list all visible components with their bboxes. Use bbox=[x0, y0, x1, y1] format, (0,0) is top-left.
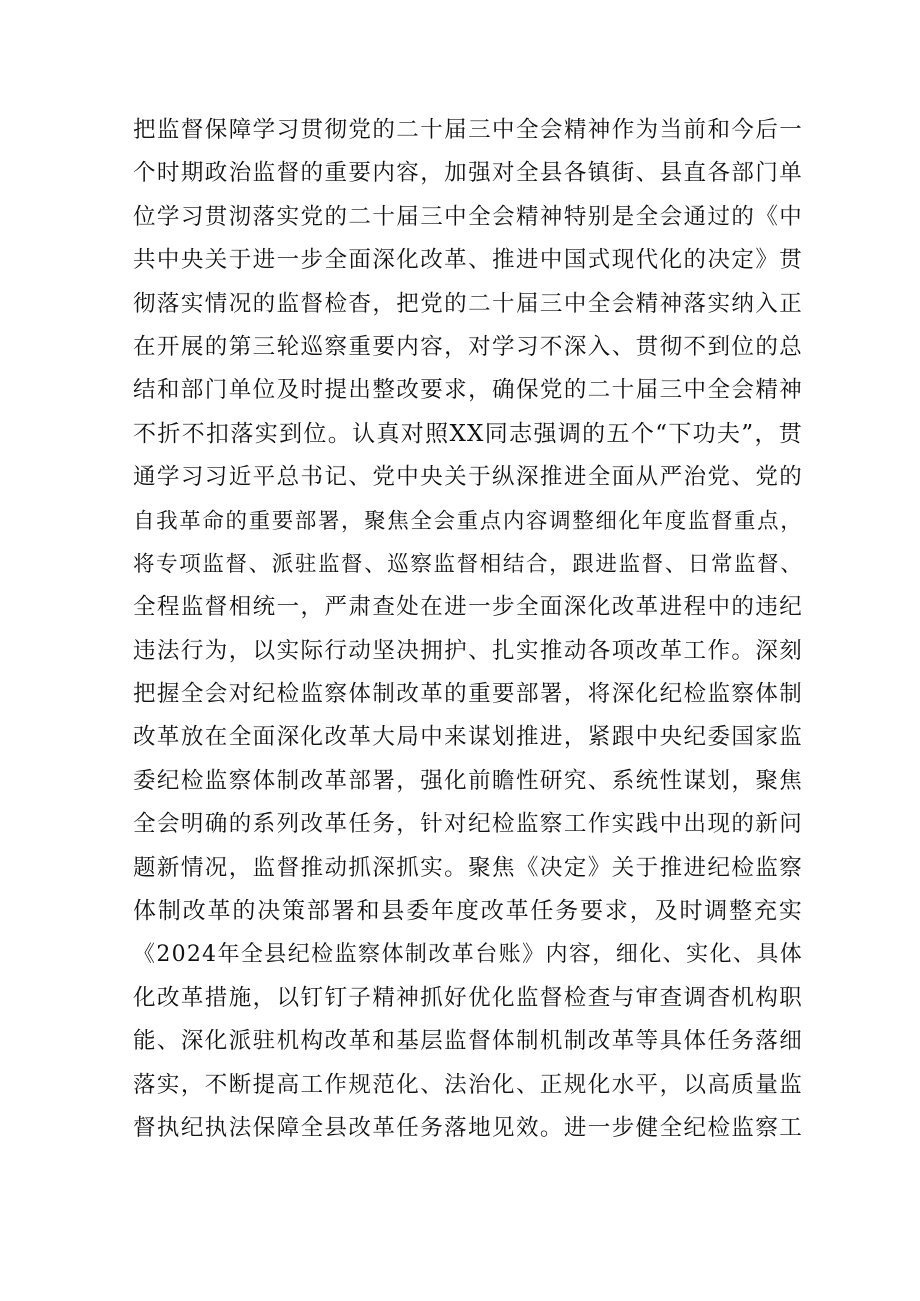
text-line: 将专项监督、派驻监督、巡察监督相结合，跟进监督、日常监督、 bbox=[133, 551, 803, 577]
text-line: 委纪检监察体制改革部署，强化前瞻性研究、系统性谋划，聚焦 bbox=[133, 767, 803, 794]
text-line: 《2024年全县纪检监察体制改革台账》内容，细化、实化、具体 bbox=[133, 942, 803, 968]
text-line: 在开展的第三轮巡察重要内容，对学习不深入、贯彻不到位的总 bbox=[133, 333, 803, 360]
text-line: 位学习贯沏落实党的二十届三中全会精神特别是全会通过的《中 bbox=[133, 203, 803, 230]
text-line: 共中央关于进一步全面深化改革、推进中国式现代化的决定》贯 bbox=[133, 247, 803, 274]
body-text bbox=[133, 109, 803, 1150]
text-line: 个时期政治监督的重要内容，加强对全县各镇街、县直各部门单 bbox=[133, 160, 803, 187]
text-line: 违法行为，以实际行动坚决拥护、扎实推动各项改革工作。深刻 bbox=[133, 637, 803, 664]
text-line: 能、深化派驻机构改革和基层监督体制机制改革等具体任务落细 bbox=[133, 1028, 803, 1055]
text-line: 化改革措施，以钉钉子精神抓好优化监督检查与审查调杳机构职 bbox=[133, 984, 803, 1011]
text-line: 不折不扣落实到位。认真对照XX同志强调的五个“下功夫”，贯 bbox=[133, 420, 803, 447]
text-line: 督执纪执法保障全县改革任务落地见效。进一步健全纪检监察工 bbox=[133, 1114, 803, 1141]
text-line: 改革放在全面深化改革大局中来谋划推进，紧跟中央纪委国家监 bbox=[133, 724, 803, 751]
text-line: 结和部门单位及时提出整改要求，确保党的二十届三中全会精神 bbox=[133, 377, 803, 404]
text-line: 通学习习近平总书记、党中央关于纵深推进全面从严治党、党的 bbox=[133, 464, 803, 491]
text-line: 把监督保障学习贯彻党的二十届三中全会精神作为当前和今后一 bbox=[133, 117, 803, 143]
text-line: 彻落实情况的监督检杳，把党的二十届三中全会精神落实纳入正 bbox=[133, 290, 803, 317]
text-line: 全程监督相统一，严肃查处在进一步全面深化改革进程中的违纪 bbox=[133, 594, 803, 621]
text-line: 落实，不断提高工作规范化、法治化、正规化水平，以高质量监 bbox=[133, 1071, 803, 1098]
text-line: 把握全会对纪检监察体制改革的重要部署，将深化纪检监察体制 bbox=[133, 681, 803, 708]
text-line: 全会明确的系列改革任务，针对纪检监察工作实践中出现的新问 bbox=[133, 811, 803, 838]
text-line: 体制改革的决策部署和县委年度改革任务要求，及时调整充实 bbox=[133, 898, 803, 925]
text-line: 自我革命的重要部署，聚焦全会重点内容调整细化年度监督重点， bbox=[133, 508, 803, 534]
text-line: 题新情况，监督推动抓深抓实。聚焦《决定》关于推进纪检监察 bbox=[133, 854, 803, 881]
